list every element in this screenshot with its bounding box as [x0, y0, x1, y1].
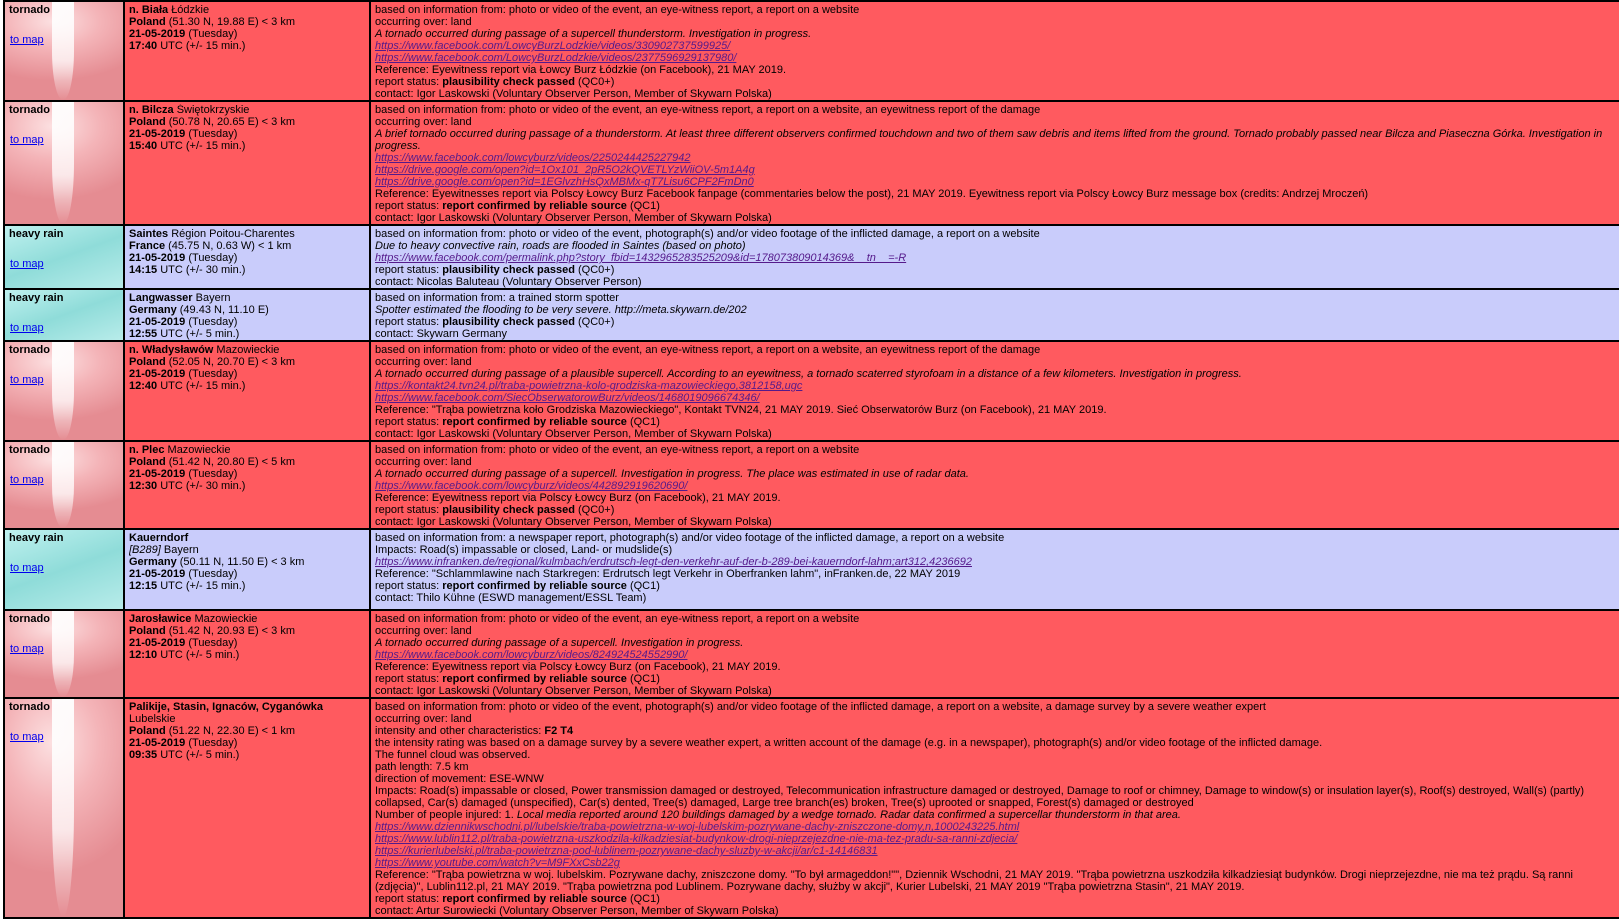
- source-link[interactable]: https://www.youtube.com/watch?v=M9FXxCsb22g: [375, 857, 620, 869]
- based-on-text: based on information from: photo or video of the event, photograph(s) and/or video footage of the inflicted damage, a report on a website, a damage survey by a severe weather expert: [375, 701, 1266, 713]
- country-coords: Poland (51.42 N, 20.80 E) < 5 km: [129, 456, 295, 468]
- tornado-funnel-icon: [52, 2, 74, 100]
- occurring-over-text: occurring over: land: [375, 116, 472, 128]
- table-row: [4, 1, 1619, 101]
- hazard-type-label: tornado: [9, 444, 50, 456]
- country-coords: Poland (50.78 N, 20.65 E) < 3 km: [129, 116, 295, 128]
- place-name: n. Plec: [129, 444, 165, 456]
- region-name: Łódzkie: [171, 4, 210, 16]
- location-line: [129, 344, 366, 356]
- contact-text: contact: Igor Laskowski (Voluntary Observer Person, Member of Skywarn Polska): [375, 428, 772, 440]
- status-value: report confirmed by reliable source: [442, 580, 627, 592]
- status-label: report status:: [375, 264, 440, 276]
- to-map-link[interactable]: to map: [10, 731, 44, 743]
- status-code: (QC1): [629, 200, 660, 212]
- time-line: 12:40 UTC (+/- 15 min.): [129, 380, 246, 392]
- event-date: 21-05-2019: [129, 737, 186, 749]
- location-cell: [124, 101, 370, 225]
- tornado-thumbnail: [5, 102, 123, 224]
- location-cell: [124, 698, 370, 918]
- hazard-type-label: heavy rain: [9, 532, 64, 544]
- country-name: Poland: [129, 625, 166, 637]
- event-weekday: (Tuesday): [188, 28, 238, 40]
- event-time: 12:40: [129, 380, 158, 392]
- hazard-cell: [4, 341, 124, 441]
- heavy-rain-thumbnail: [5, 530, 123, 609]
- source-link[interactable]: https://www.facebook.com/LowcyBurzLodzkie/videos/330902737599925/: [375, 40, 731, 52]
- event-date: 21-05-2019: [129, 637, 186, 649]
- contact-text: contact: Nicolas Baluteau (Voluntary Observer Person): [375, 276, 642, 288]
- event-date: 21-05-2019: [129, 568, 186, 580]
- hazard-cell: [4, 101, 124, 225]
- place-name: Jarosławice: [129, 613, 192, 625]
- region-name: Świętokrzyskie: [176, 104, 250, 116]
- status-value: report confirmed by reliable source: [442, 416, 627, 428]
- table-row: [4, 289, 1619, 341]
- table-row: [4, 529, 1619, 610]
- date-line: [129, 252, 366, 264]
- status-code: (QC0+): [578, 316, 615, 328]
- status-label: report status:: [375, 76, 440, 88]
- location-cell: [124, 529, 370, 610]
- occurring-over-text: occurring over: land: [375, 356, 472, 368]
- place-name: Saintes: [129, 228, 169, 240]
- direction-of-movement: direction of movement: ESE-WNW: [375, 773, 544, 785]
- hazard-type-label: tornado: [9, 4, 50, 16]
- contact-text: contact: Igor Laskowski (Voluntary Observer Person, Member of Skywarn Polska): [375, 516, 772, 528]
- event-weekday: (Tuesday): [188, 368, 238, 380]
- place-name: Palikije, Stasin, Ignaców, Cyganówka: [129, 701, 323, 713]
- source-link[interactable]: https://www.lublin112.pl/traba-powietrzna-uszkodzila-kilkadziesiat-budynkow-drogi-nieprzejezdne-nie-ma-tez-pradu-sa-ranni-zdjecia/: [375, 833, 1018, 845]
- details-cell: [370, 101, 1619, 225]
- location-line: [129, 292, 366, 304]
- tornado-funnel-icon: [52, 342, 74, 440]
- details-cell: [370, 610, 1619, 698]
- country-coords: Germany (49.43 N, 11.10 E): [129, 304, 269, 316]
- event-weekday: (Tuesday): [188, 568, 238, 580]
- report-status-line: [375, 580, 1616, 592]
- reference-text: Reference: Eyewitness report via Polscy Łowcy Burz (on Facebook), 21 MAY 2019.: [375, 492, 781, 504]
- hazard-cell: [4, 1, 124, 101]
- place-name: Langwasser: [129, 292, 193, 304]
- path-length: path length: 7.5 km: [375, 761, 469, 773]
- country-coords: Poland (51.22 N, 22.30 E) < 1 km: [129, 725, 295, 737]
- country-name: Germany: [129, 304, 177, 316]
- event-weekday: (Tuesday): [188, 737, 238, 749]
- source-link[interactable]: https://www.facebook.com/permalink.php?story_fbid=1432965283525209&id=178073809014369&__tn__=-R: [375, 252, 907, 264]
- time-line: 15:40 UTC (+/- 15 min.): [129, 140, 246, 152]
- status-code: (QC1): [629, 673, 660, 685]
- source-link[interactable]: https://drive.google.com/open?id=1Ox101_2pR5O2kQVETLYzWiiOV-5m1A4g: [375, 164, 755, 176]
- event-time: 15:40: [129, 140, 158, 152]
- table-row: [4, 101, 1619, 225]
- occurring-over-text: occurring over: land: [375, 625, 472, 637]
- source-link[interactable]: https://www.dziennikwschodni.pl/lubelskie/traba-powietrzna-w-woj-lubelskim-pozrywane-dachy-zniszczone-domy,n,1000243225.html: [375, 821, 1020, 833]
- location-cell: [124, 441, 370, 529]
- event-description: A brief tornado occurred during passage of a thunderstorm. At least three different observers confirmed touchdown and two of them saw debris and items lifted from the ground. Tornado probably passed near Bilcza and Piaseczna Górka. Investigation in progress.: [375, 128, 1603, 152]
- occurring-over-text: occurring over: land: [375, 456, 472, 468]
- status-value: plausibility check passed: [442, 504, 575, 516]
- status-code: (QC1): [629, 893, 660, 905]
- report-table: [3, 0, 1619, 919]
- country-name: Germany: [129, 556, 177, 568]
- report-status-line: [375, 316, 1616, 328]
- event-time: 12:10: [129, 649, 158, 661]
- location-line: [129, 228, 366, 240]
- event-date: 21-05-2019: [129, 316, 186, 328]
- details-cell: [370, 529, 1619, 610]
- contact-text: contact: Igor Laskowski (Voluntary Observer Person, Member of Skywarn Polska): [375, 685, 772, 697]
- hazard-cell: [4, 698, 124, 918]
- time-line: 14:15 UTC (+/- 30 min.): [129, 264, 246, 276]
- location-cell: [124, 610, 370, 698]
- status-value: plausibility check passed: [442, 76, 575, 88]
- tornado-thumbnail: [5, 699, 123, 917]
- time-line: 12:30 UTC (+/- 30 min.): [129, 480, 246, 492]
- event-weekday: (Tuesday): [188, 468, 238, 480]
- based-on-text: based on information from: photo or video of the event, photograph(s) and/or video footage of the inflicted damage, a report on a website: [375, 228, 1040, 240]
- rating-note: the intensity rating was based on a damage survey by a severe weather expert, a written account of the damage (e.g. in a newspaper), photograph(s) and/or video footage of the inflicted damage.: [375, 737, 1323, 749]
- hazard-cell: [4, 225, 124, 289]
- source-link[interactable]: https://www.facebook.com/lowcyburz/videos/442892919620690/: [375, 480, 688, 492]
- country-name: Poland: [129, 16, 166, 28]
- details-cell: [370, 289, 1619, 341]
- date-line: [129, 468, 366, 480]
- source-link[interactable]: https://drive.google.com/open?id=1EGlvzhHsQxMBMx-qT7Lisu6CPF2FmDn0: [375, 176, 754, 188]
- tornado-funnel-icon: [52, 102, 74, 224]
- location-cell: [124, 1, 370, 101]
- report-status-line: [375, 673, 1616, 685]
- country-name: Poland: [129, 356, 166, 368]
- region-name: Mazowieckie: [216, 344, 280, 356]
- hazard-type-label: tornado: [9, 701, 50, 713]
- date-line: [129, 368, 366, 380]
- hazard-type-label: tornado: [9, 613, 50, 625]
- location-cell: [124, 225, 370, 289]
- based-on-text: based on information from: photo or video of the event, an eye-witness report, a report on a website: [375, 613, 860, 625]
- country-coords: Poland (52.05 N, 20.70 E) < 3 km: [129, 356, 295, 368]
- details-cell: [370, 698, 1619, 918]
- hazard-cell: [4, 529, 124, 610]
- status-label: report status:: [375, 416, 440, 428]
- details-cell: [370, 441, 1619, 529]
- status-code: (QC1): [629, 416, 660, 428]
- status-code: (QC0+): [578, 264, 615, 276]
- place-name: n. Bilcza: [129, 104, 174, 116]
- reference-text: Reference: Eyewitness report via Polscy Łowcy Burz (on Facebook), 21 MAY 2019.: [375, 661, 781, 673]
- source-link[interactable]: https://www.facebook.com/SiecObserwatorowBurz/videos/1468019096674346/: [375, 392, 760, 404]
- status-label: report status:: [375, 200, 440, 212]
- event-description: A tornado occurred during passage of a supercell thunderstorm. Investigation in progress.: [375, 28, 812, 40]
- table-row: [4, 225, 1619, 289]
- injured-count: Number of people injured: 1.: [375, 809, 514, 821]
- region-name: Mazowieckie: [167, 444, 231, 456]
- place-name: Kauerndorf: [129, 532, 189, 544]
- country-name: Poland: [129, 725, 166, 737]
- based-on-text: based on information from: photo or video of the event, an eye-witness report, a report on a website, an eyewitness report of the damage: [375, 104, 1041, 116]
- heavy-rain-thumbnail: [5, 290, 123, 340]
- hazard-cell: [4, 610, 124, 698]
- reference-text: Reference: "Trąba powietrzna w woj. lubelskim. Pozrywane dachy, zniszczone domy. "To był armageddon!"", Dziennik Wschodni, 21 MAY 2019. "Trąba powietrzna uszkodziła kilkadziesiąt budynków. Drogi nieprzejezdne, nie ma też prądu. Są ranni (zdjęcia)", Lublin112.pl, 21 MAY 2019. "Trąba powietrzna pod Lublinem. Pozrywane dachy, służby w akcji", Kurier Lubelski, 21 MAY 2019 "Trąba powietrzna Stasin", 21 MAY 2019.: [375, 869, 1573, 893]
- status-code: (QC0+): [578, 76, 615, 88]
- location-cell: [124, 289, 370, 341]
- event-description: Due to heavy convective rain, roads are flooded in Saintes (based on photo): [375, 240, 746, 252]
- contact-text: contact: Igor Laskowski (Voluntary Observer Person, Member of Skywarn Polska): [375, 212, 772, 224]
- region-name: Mazowieckie: [194, 613, 258, 625]
- time-line: 17:40 UTC (+/- 15 min.): [129, 40, 246, 52]
- event-time: 12:55: [129, 328, 158, 340]
- contact-text: contact: Thilo Kühne (ESWD management/ESSL Team): [375, 592, 647, 604]
- status-label: report status:: [375, 673, 440, 685]
- heavy-rain-thumbnail: [5, 226, 123, 288]
- funnel-note: The funnel cloud was observed.: [375, 749, 531, 761]
- to-map-link[interactable]: to map: [10, 258, 44, 270]
- to-map-link[interactable]: to map: [10, 34, 44, 46]
- injured-line: [375, 809, 1616, 821]
- event-time: 17:40: [129, 40, 158, 52]
- report-status-line: [375, 893, 1616, 905]
- injured-note: Local media reported around 120 buildings damaged by a wedge tornado. Radar data confirmed a supercellar thunderstorm in that area.: [516, 809, 1181, 821]
- event-description: Spotter estimated the flooding to be very severe. http://meta.skywarn.de/202: [375, 304, 747, 316]
- hazard-type-label: tornado: [9, 344, 50, 356]
- region-name: Bayern: [195, 292, 231, 304]
- region-name: Lubelskie: [129, 713, 176, 725]
- to-map-link[interactable]: to map: [10, 134, 44, 146]
- details-cell: [370, 1, 1619, 101]
- region-name: Bayern: [163, 544, 199, 556]
- event-date: 21-05-2019: [129, 128, 186, 140]
- source-link[interactable]: https://kurierlubelski.pl/traba-powietrzna-pod-lublinem-pozrywane-dachy-sluzby-w-akcji/ar/c1-14146831: [375, 845, 878, 857]
- status-label: report status:: [375, 893, 440, 905]
- location-line: [129, 701, 366, 713]
- event-date: 21-05-2019: [129, 252, 186, 264]
- event-time: 12:15: [129, 580, 158, 592]
- status-label: report status:: [375, 504, 440, 516]
- location-line: [129, 444, 366, 456]
- impacts-text: Impacts: Road(s) impassable or closed, Power transmission damaged or destroyed, Telecommunication infrastructure damaged or destroyed, Damage to roof or chimney, Damage to window(s) or insulation layer(s), Roof(s) destroyed, Wall(s) (partly) collapsed, Car(s) damaged (unspecified), Car(s) dented, Tree(s) damaged, Large tree branch(es) broken, Tree(s) uprooted or snapped, Forest(s) damaged or destroyed: [375, 785, 1585, 809]
- event-weekday: (Tuesday): [188, 128, 238, 140]
- reference-text: Reference: Eyewitness report via Łowcy Burz Łódzkie (on Facebook), 21 MAY 2019.: [375, 64, 787, 76]
- status-code: (QC1): [629, 580, 660, 592]
- country-name: Poland: [129, 456, 166, 468]
- based-on-text: based on information from: photo or video of the event, an eye-witness report, a report on a website: [375, 4, 860, 16]
- place-name: n. Władysławów: [129, 344, 214, 356]
- date-line: [129, 568, 366, 580]
- date-line: [129, 737, 366, 749]
- source-link[interactable]: https://www.facebook.com/lowcyburz/videos/824924524552990/: [375, 649, 688, 661]
- based-on-text: based on information from: photo or video of the event, an eye-witness report, a report on a website: [375, 444, 860, 456]
- event-date: 21-05-2019: [129, 468, 186, 480]
- based-on-text: based on information from: a trained storm spotter: [375, 292, 619, 304]
- hazard-cell: [4, 441, 124, 529]
- contact-text: contact: Artur Surowiecki (Voluntary Observer Person, Member of Skywarn Polska): [375, 905, 779, 917]
- source-link[interactable]: https://www.facebook.com/LowcyBurzLodzkie/videos/2377596929137980/: [375, 52, 737, 64]
- place-name: n. Biała: [129, 4, 169, 16]
- contact-text: contact: Skywarn Germany: [375, 328, 508, 340]
- location-cell: [124, 341, 370, 441]
- occurring-over-text: occurring over: land: [375, 713, 472, 725]
- status-value: report confirmed by reliable source: [442, 673, 627, 685]
- source-link[interactable]: https://kontakt24.tvn24.pl/traba-powietrzna-kolo-grodziska-mazowieckiego,3812158,ugc: [375, 380, 803, 392]
- to-map-link[interactable]: to map: [10, 374, 44, 386]
- road-line: [129, 544, 366, 556]
- event-date: 21-05-2019: [129, 28, 186, 40]
- report-list: [4, 1, 1619, 918]
- location-line: [129, 613, 366, 625]
- time-line: 12:55 UTC (+/- 5 min.): [129, 328, 240, 340]
- event-time: 09:35: [129, 749, 158, 761]
- source-link[interactable]: https://www.infranken.de/regional/kulmbach/erdrutsch-legt-den-verkehr-auf-der-b-289-bei-kauerndorf-lahm;art312,4236692: [375, 556, 972, 568]
- report-status-line: [375, 416, 1616, 428]
- reference-text: Reference: Eyewitnesses report via Polscy Łowcy Burz Facebook fanpage (commentaries below the post), 21 MAY 2019. Eyewitness report via Polscy Łowcy Burz message box (credits: Andrzej Mroczeń): [375, 188, 1369, 200]
- location-line: [129, 4, 366, 16]
- tornado-funnel-icon: [52, 442, 74, 528]
- country-name: Poland: [129, 116, 166, 128]
- status-label: report status:: [375, 316, 440, 328]
- hazard-type-label: tornado: [9, 104, 50, 116]
- tornado-thumbnail: [5, 2, 123, 100]
- tornado-thumbnail: [5, 442, 123, 528]
- status-code: (QC0+): [578, 504, 615, 516]
- intensity-label: intensity and other characteristics:: [375, 725, 542, 737]
- date-line: [129, 637, 366, 649]
- details-cell: [370, 225, 1619, 289]
- to-map-link[interactable]: to map: [10, 474, 44, 486]
- table-row: [4, 441, 1619, 529]
- reference-text: Reference: "Trąba powietrzna koło Grodziska Mazowieckiego", Kontakt TVN24, 21 MAY 2019. Sieć Obserwatorów Burz (on Facebook), 21 MAY 2019.: [375, 404, 1107, 416]
- tornado-thumbnail: [5, 611, 123, 697]
- based-on-text: based on information from: photo or video of the event, an eye-witness report, a report on a website, an eyewitness report of the damage: [375, 344, 1041, 356]
- event-description: A tornado occurred during passage of a supercell. Investigation in progress.: [375, 637, 744, 649]
- tornado-funnel-icon: [52, 699, 74, 917]
- date-line: [129, 128, 366, 140]
- date-line: [129, 28, 366, 40]
- time-line: 09:35 UTC (+/- 5 min.): [129, 749, 240, 761]
- event-weekday: (Tuesday): [188, 637, 238, 649]
- to-map-link[interactable]: to map: [10, 643, 44, 655]
- table-row: [4, 610, 1619, 698]
- event-time: 12:30: [129, 480, 158, 492]
- country-coords: Poland (51.30 N, 19.88 E) < 3 km: [129, 16, 295, 28]
- hazard-cell: [4, 289, 124, 341]
- event-weekday: (Tuesday): [188, 252, 238, 264]
- table-row: [4, 698, 1619, 918]
- event-weekday: (Tuesday): [188, 316, 238, 328]
- event-date: 21-05-2019: [129, 368, 186, 380]
- road-name: [B289]: [129, 544, 161, 556]
- to-map-link[interactable]: to map: [10, 322, 44, 334]
- status-value: plausibility check passed: [442, 316, 575, 328]
- source-link[interactable]: https://www.facebook.com/lowcyburz/videos/2250244425227942: [375, 152, 691, 164]
- event-time: 14:15: [129, 264, 158, 276]
- details-cell: [370, 341, 1619, 441]
- occurring-over-text: occurring over: land: [375, 16, 472, 28]
- hazard-type-label: heavy rain: [9, 292, 64, 304]
- report-status-line: [375, 264, 1616, 276]
- intensity-value: F2 T4: [544, 725, 574, 737]
- tornado-thumbnail: [5, 342, 123, 440]
- hazard-type-label: heavy rain: [9, 228, 64, 240]
- time-line: 12:10 UTC (+/- 5 min.): [129, 649, 240, 661]
- reference-text: Reference: "Schlammlawine nach Starkregen: Erdrutsch legt Verkehr in Oberfranken lahm", inFranken.de, 22 MAY 2019: [375, 568, 961, 580]
- country-coords: France (45.75 N, 0.63 W) < 1 km: [129, 240, 292, 252]
- time-line: 12:15 UTC (+/- 15 min.): [129, 580, 246, 592]
- event-description: A tornado occurred during passage of a plausible supercell. According to an eyewitness, a tornado scaterred styrofoam in a distance of a few kilometers. Investigation in progress.: [375, 368, 1242, 380]
- status-value: report confirmed by reliable source: [442, 200, 627, 212]
- country-name: France: [129, 240, 166, 252]
- based-on-text: based on information from: a newspaper report, photograph(s) and/or video footage of the inflicted damage, a report on a website: [375, 532, 1005, 544]
- impacts-text: Impacts: Road(s) impassable or closed, Land- or mudslide(s): [375, 544, 673, 556]
- location-line: [129, 532, 366, 544]
- country-coords: Germany (50.11 N, 11.50 E) < 3 km: [129, 556, 305, 568]
- date-line: [129, 316, 366, 328]
- report-status-line: [375, 200, 1616, 212]
- to-map-link[interactable]: to map: [10, 562, 44, 574]
- location-line: [129, 104, 366, 116]
- contact-text: contact: Igor Laskowski (Voluntary Observer Person, Member of Skywarn Polska): [375, 88, 772, 100]
- event-description: A tornado occurred during passage of a supercell. Investigation in progress. The place was estimated in use of radar data.: [375, 468, 969, 480]
- report-status-line: [375, 76, 1616, 88]
- status-value: report confirmed by reliable source: [442, 893, 627, 905]
- report-status-line: [375, 504, 1616, 516]
- status-value: plausibility check passed: [442, 264, 575, 276]
- country-coords: Poland (51.42 N, 20.93 E) < 3 km: [129, 625, 295, 637]
- tornado-funnel-icon: [52, 611, 74, 697]
- status-label: report status:: [375, 580, 440, 592]
- intensity-line: [375, 725, 1616, 737]
- table-row: [4, 341, 1619, 441]
- region-name: Région Poitou-Charentes: [171, 228, 295, 240]
